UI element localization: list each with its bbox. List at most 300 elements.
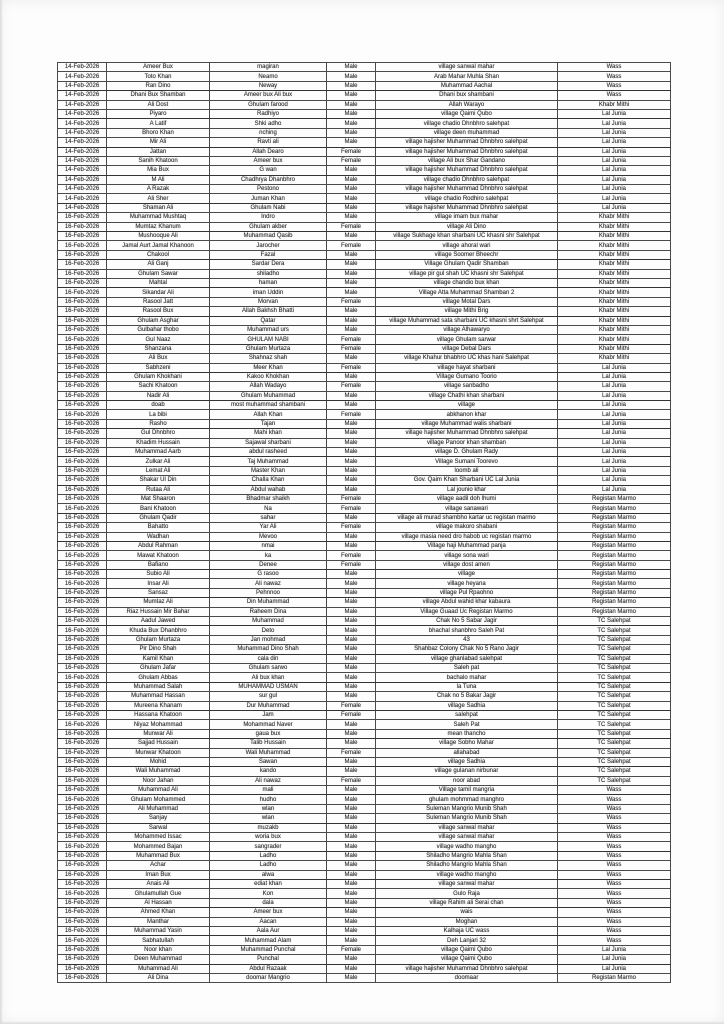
cell-father-name: Pehnnoo bbox=[210, 588, 327, 597]
table-row bbox=[58, 570, 671, 579]
cell-gender: Male bbox=[327, 250, 376, 259]
cell-father-name: hudho bbox=[210, 795, 327, 804]
cell-date: 16-Feb-2026 bbox=[58, 720, 107, 729]
cell-address: bachalo mahar bbox=[376, 673, 558, 682]
table-row bbox=[58, 138, 671, 147]
cell-name: M Ali bbox=[107, 175, 210, 184]
cell-region: Registan Marmo bbox=[558, 588, 671, 597]
cell-region: Khabr Mithi bbox=[558, 316, 671, 325]
cell-name: Sanih Khatoon bbox=[107, 156, 210, 165]
cell-address: village Mithi Brig bbox=[376, 307, 558, 316]
table-row bbox=[58, 889, 671, 898]
cell-father-name: Punchal bbox=[210, 955, 327, 964]
cell-name: Ali Sher bbox=[107, 194, 210, 203]
table-row bbox=[58, 363, 671, 372]
cell-name: Sansaz bbox=[107, 588, 210, 597]
cell-region: Lal Junia bbox=[558, 485, 671, 494]
cell-date: 16-Feb-2026 bbox=[58, 250, 107, 259]
table-row bbox=[58, 917, 671, 926]
cell-father-name: Jarocher bbox=[210, 241, 327, 250]
cell-address: village dost amen bbox=[376, 560, 558, 569]
cell-region: Registan Marmo bbox=[558, 607, 671, 616]
cell-father-name: mali bbox=[210, 786, 327, 795]
cell-region: TC Salehpat bbox=[558, 692, 671, 701]
table-row bbox=[58, 382, 671, 391]
table-row bbox=[58, 156, 671, 165]
cell-date: 16-Feb-2026 bbox=[58, 541, 107, 550]
cell-date: 16-Feb-2026 bbox=[58, 786, 107, 795]
cell-name: Bahatto bbox=[107, 523, 210, 532]
cell-name: Dhani Bux Shamban bbox=[107, 91, 210, 100]
cell-region: Lal Junia bbox=[558, 964, 671, 973]
cell-region: Lal Junia bbox=[558, 203, 671, 212]
table-row bbox=[58, 720, 671, 729]
cell-name: Pir Dino Shah bbox=[107, 645, 210, 654]
cell-father-name: alwa bbox=[210, 870, 327, 879]
cell-date: 16-Feb-2026 bbox=[58, 476, 107, 485]
cell-name: Niyaz Mohammad bbox=[107, 720, 210, 729]
cell-gender: Male bbox=[327, 973, 376, 982]
cell-region: TC Salehpat bbox=[558, 645, 671, 654]
cell-address: village wadho mangho bbox=[376, 842, 558, 851]
cell-father-name: iman Uddin bbox=[210, 288, 327, 297]
cell-address: Saleh pat bbox=[376, 664, 558, 673]
cell-father-name: Ghulam sarwo bbox=[210, 664, 327, 673]
cell-gender: Female bbox=[327, 560, 376, 569]
cell-address: village Muhammad sata sharbani UC khasni shrt Salehpat bbox=[376, 316, 558, 325]
cell-father-name: Kakoo Khokhan bbox=[210, 372, 327, 381]
cell-father-name: Allah Dearo bbox=[210, 147, 327, 156]
cell-name: Ali Dost bbox=[107, 100, 210, 109]
cell-name: Ghulam Mohammed bbox=[107, 795, 210, 804]
cell-name: Muhammad Hassan bbox=[107, 692, 210, 701]
cell-father-name: Jan mohmad bbox=[210, 635, 327, 644]
cell-father-name: Fazal bbox=[210, 250, 327, 259]
cell-region: Lal Junia bbox=[558, 945, 671, 954]
cell-date: 14-Feb-2026 bbox=[58, 63, 107, 72]
cell-gender: Male bbox=[327, 269, 376, 278]
cell-address: Moghan bbox=[376, 917, 558, 926]
cell-father-name: wlan bbox=[210, 804, 327, 813]
cell-region: Khabr Mithi bbox=[558, 354, 671, 363]
cell-address: village hajisher Muhammad Dhnbhro salehpat bbox=[376, 185, 558, 194]
cell-name: Ameer Bux bbox=[107, 63, 210, 72]
cell-date: 16-Feb-2026 bbox=[58, 757, 107, 766]
cell-gender: Male bbox=[327, 908, 376, 917]
table-row bbox=[58, 494, 671, 503]
cell-name: Mawat Khatoon bbox=[107, 551, 210, 560]
cell-gender: Male bbox=[327, 898, 376, 907]
cell-father-name: G wan bbox=[210, 166, 327, 175]
cell-gender: Male bbox=[327, 63, 376, 72]
cell-region: Lal Junia bbox=[558, 166, 671, 175]
cell-name: Jamal Aurt Jamal Khanoon bbox=[107, 241, 210, 250]
cell-region: Lal Junia bbox=[558, 156, 671, 165]
cell-address: Muhammad Aachal bbox=[376, 81, 558, 90]
cell-date: 16-Feb-2026 bbox=[58, 823, 107, 832]
table-row bbox=[58, 861, 671, 870]
cell-name: Sajjad Hussain bbox=[107, 739, 210, 748]
cell-father-name: nmai bbox=[210, 541, 327, 550]
cell-address: village Sadhia bbox=[376, 757, 558, 766]
table-row bbox=[58, 128, 671, 137]
cell-address: ghulam mohmmad manghro bbox=[376, 795, 558, 804]
cell-address: village Abdul wahid khar kabaura bbox=[376, 598, 558, 607]
cell-father-name: Ameer bux Ali bux bbox=[210, 91, 327, 100]
cell-father-name: Ghulam akber bbox=[210, 222, 327, 231]
table-row bbox=[58, 786, 671, 795]
cell-gender: Female bbox=[327, 410, 376, 419]
cell-gender: Male bbox=[327, 541, 376, 550]
cell-name: Gul Dhnbhro bbox=[107, 429, 210, 438]
cell-father-name: Raheem Dina bbox=[210, 607, 327, 616]
table-row bbox=[58, 119, 671, 128]
registration-log-table bbox=[57, 62, 671, 983]
cell-gender: Male bbox=[327, 936, 376, 945]
cell-father-name: Mevoo bbox=[210, 532, 327, 541]
cell-name: Ghulamullah Gue bbox=[107, 889, 210, 898]
table-row bbox=[58, 626, 671, 635]
cell-name: Gul Naaz bbox=[107, 335, 210, 344]
table-row bbox=[58, 823, 671, 832]
cell-region: Khabr Mithi bbox=[558, 278, 671, 287]
table-row bbox=[58, 523, 671, 532]
cell-father-name: Deto bbox=[210, 626, 327, 635]
cell-father-name: Din Muhammad bbox=[210, 598, 327, 607]
table-row bbox=[58, 476, 671, 485]
table-row bbox=[58, 335, 671, 344]
cell-gender: Female bbox=[327, 523, 376, 532]
cell-father-name: Jam bbox=[210, 710, 327, 719]
table-row bbox=[58, 203, 671, 212]
cell-gender: Female bbox=[327, 748, 376, 757]
table-row bbox=[58, 185, 671, 194]
cell-name: Wali Muhammad bbox=[107, 767, 210, 776]
cell-father-name: Neamo bbox=[210, 72, 327, 81]
cell-region: TC Salehpat bbox=[558, 729, 671, 738]
cell-name: Rutaa Ali bbox=[107, 485, 210, 494]
cell-father-name: Sajawal sharbani bbox=[210, 438, 327, 447]
cell-name: Rasool Bux bbox=[107, 307, 210, 316]
cell-region: TC Salehpat bbox=[558, 739, 671, 748]
cell-father-name: Shahnaz shah bbox=[210, 354, 327, 363]
cell-name: Mohammed Bajan bbox=[107, 842, 210, 851]
cell-name: Bhoro Khan bbox=[107, 128, 210, 137]
cell-region: TC Salehpat bbox=[558, 776, 671, 785]
cell-address: village sanwal mahar bbox=[376, 823, 558, 832]
cell-date: 16-Feb-2026 bbox=[58, 335, 107, 344]
cell-gender: Male bbox=[327, 833, 376, 842]
cell-gender: Male bbox=[327, 429, 376, 438]
cell-gender: Male bbox=[327, 645, 376, 654]
cell-gender: Male bbox=[327, 879, 376, 888]
cell-date: 16-Feb-2026 bbox=[58, 579, 107, 588]
cell-gender: Male bbox=[327, 109, 376, 118]
cell-father-name: most muhammad shambani bbox=[210, 401, 327, 410]
cell-date: 16-Feb-2026 bbox=[58, 532, 107, 541]
cell-address: Village haji Muhammad panja bbox=[376, 541, 558, 550]
cell-region: Registan Marmo bbox=[558, 551, 671, 560]
cell-address: village sona wari bbox=[376, 551, 558, 560]
cell-address: Chak no 5 Bakar Jagir bbox=[376, 692, 558, 701]
cell-region: Lal Junia bbox=[558, 419, 671, 428]
cell-address: Chak No 5 Sabar Jagir bbox=[376, 617, 558, 626]
table-row bbox=[58, 269, 671, 278]
table-row bbox=[58, 532, 671, 541]
table-row bbox=[58, 936, 671, 945]
cell-date: 14-Feb-2026 bbox=[58, 91, 107, 100]
cell-father-name: Tajan bbox=[210, 419, 327, 428]
cell-father-name: Yar Ali bbox=[210, 523, 327, 532]
cell-gender: Male bbox=[327, 354, 376, 363]
cell-date: 16-Feb-2026 bbox=[58, 466, 107, 475]
cell-gender: Male bbox=[327, 786, 376, 795]
cell-address: mean thancho bbox=[376, 729, 558, 738]
cell-gender: Male bbox=[327, 485, 376, 494]
cell-region: Lal Junia bbox=[558, 448, 671, 457]
cell-name: Rasool Jatt bbox=[107, 297, 210, 306]
cell-address: village ghanlabad salehpat bbox=[376, 654, 558, 663]
cell-gender: Female bbox=[327, 776, 376, 785]
cell-region: Wass bbox=[558, 936, 671, 945]
cell-date: 14-Feb-2026 bbox=[58, 156, 107, 165]
cell-address: village chadio Dhnbhro salehpat bbox=[376, 175, 558, 184]
cell-date: 16-Feb-2026 bbox=[58, 429, 107, 438]
cell-father-name: muzakb bbox=[210, 823, 327, 832]
cell-region: TC Salehpat bbox=[558, 720, 671, 729]
cell-father-name: wlan bbox=[210, 814, 327, 823]
cell-address: village heyana bbox=[376, 579, 558, 588]
table-row bbox=[58, 250, 671, 259]
cell-father-name: Kon bbox=[210, 889, 327, 898]
cell-name: Lemat Ali bbox=[107, 466, 210, 475]
cell-gender: Male bbox=[327, 457, 376, 466]
cell-date: 16-Feb-2026 bbox=[58, 729, 107, 738]
cell-date: 16-Feb-2026 bbox=[58, 410, 107, 419]
cell-address: village Ali Dino bbox=[376, 222, 558, 231]
table-row bbox=[58, 879, 671, 888]
cell-name: Sanjay bbox=[107, 814, 210, 823]
cell-gender: Male bbox=[327, 626, 376, 635]
cell-gender: Male bbox=[327, 814, 376, 823]
cell-region: TC Salehpat bbox=[558, 757, 671, 766]
table-row bbox=[58, 757, 671, 766]
cell-name: Sikandar Ali bbox=[107, 288, 210, 297]
cell-father-name: G rasoo bbox=[210, 570, 327, 579]
cell-gender: Male bbox=[327, 889, 376, 898]
cell-address: wais bbox=[376, 908, 558, 917]
cell-region: Lal Junia bbox=[558, 147, 671, 156]
table-row bbox=[58, 213, 671, 222]
cell-address: village Debal Dars bbox=[376, 344, 558, 353]
cell-gender: Male bbox=[327, 654, 376, 663]
cell-address: village Qaimi Qubo bbox=[376, 109, 558, 118]
cell-date: 16-Feb-2026 bbox=[58, 213, 107, 222]
cell-gender: Female bbox=[327, 382, 376, 391]
cell-name: Anais Ali bbox=[107, 879, 210, 888]
cell-father-name: Dur Muhammad bbox=[210, 701, 327, 710]
cell-gender: Male bbox=[327, 325, 376, 334]
cell-date: 16-Feb-2026 bbox=[58, 325, 107, 334]
cell-name: Mir Ali bbox=[107, 138, 210, 147]
cell-date: 16-Feb-2026 bbox=[58, 278, 107, 287]
cell-region: TC Salehpat bbox=[558, 617, 671, 626]
cell-name: Munwar Khatoon bbox=[107, 748, 210, 757]
cell-father-name: Ameer bux bbox=[210, 908, 327, 917]
table-row bbox=[58, 748, 671, 757]
cell-name: Khadim Hussain bbox=[107, 438, 210, 447]
cell-date: 16-Feb-2026 bbox=[58, 419, 107, 428]
cell-father-name: Wali Muhammad bbox=[210, 748, 327, 757]
cell-father-name: Aacan bbox=[210, 917, 327, 926]
cell-region: Wass bbox=[558, 908, 671, 917]
cell-father-name: doomar Mangrio bbox=[210, 973, 327, 982]
cell-name: Ali Muhammad bbox=[107, 804, 210, 813]
cell-name: Muhammad Aarb bbox=[107, 448, 210, 457]
cell-region: Lal Junia bbox=[558, 438, 671, 447]
cell-date: 16-Feb-2026 bbox=[58, 560, 107, 569]
cell-address: village Ghulam sarwar bbox=[376, 335, 558, 344]
cell-address: village aadil doh lhumi bbox=[376, 494, 558, 503]
cell-name: Shaman Ali bbox=[107, 203, 210, 212]
cell-address: village hajisher Muhammad Dhnbhro salehpat bbox=[376, 964, 558, 973]
cell-address: village deen muhammad bbox=[376, 128, 558, 137]
cell-name: Sarwal bbox=[107, 823, 210, 832]
cell-region: Wass bbox=[558, 804, 671, 813]
cell-region: TC Salehpat bbox=[558, 710, 671, 719]
cell-father-name: Ali bux khan bbox=[210, 673, 327, 682]
cell-father-name: Mahi khan bbox=[210, 429, 327, 438]
cell-address: village sanwal mahar bbox=[376, 63, 558, 72]
cell-gender: Male bbox=[327, 91, 376, 100]
cell-address: village chandio bux khan bbox=[376, 278, 558, 287]
cell-date: 16-Feb-2026 bbox=[58, 635, 107, 644]
cell-father-name: Meer Khan bbox=[210, 363, 327, 372]
cell-address: la Tuna bbox=[376, 682, 558, 691]
cell-gender: Male bbox=[327, 419, 376, 428]
cell-name: Riaz Hussain Mir Bahar bbox=[107, 607, 210, 616]
cell-region: Wass bbox=[558, 81, 671, 90]
cell-gender: Male bbox=[327, 448, 376, 457]
cell-address: village Soomer Bheechr bbox=[376, 250, 558, 259]
cell-name: Mia Bux bbox=[107, 166, 210, 175]
cell-gender: Male bbox=[327, 579, 376, 588]
cell-region: Wass bbox=[558, 833, 671, 842]
cell-region: TC Salehpat bbox=[558, 626, 671, 635]
table-row bbox=[58, 513, 671, 522]
cell-gender: Female bbox=[327, 156, 376, 165]
cell-date: 16-Feb-2026 bbox=[58, 316, 107, 325]
cell-date: 16-Feb-2026 bbox=[58, 692, 107, 701]
cell-father-name: Juman Khan bbox=[210, 194, 327, 203]
cell-address: Village Gumano Toorio bbox=[376, 372, 558, 381]
cell-name: Bafiano bbox=[107, 560, 210, 569]
cell-name: Al Hassan bbox=[107, 898, 210, 907]
cell-father-name: Ghulam Muhammad bbox=[210, 391, 327, 400]
cell-address: village Sukhage khan sharbani UC khasni shr Salehpat bbox=[376, 232, 558, 241]
cell-region: Khabr Mithi bbox=[558, 100, 671, 109]
cell-gender: Male bbox=[327, 194, 376, 203]
cell-address: village Motal Dars bbox=[376, 297, 558, 306]
cell-father-name: magiran bbox=[210, 63, 327, 72]
cell-father-name: Indro bbox=[210, 213, 327, 222]
table-row bbox=[58, 81, 671, 90]
cell-name: Shanzana bbox=[107, 344, 210, 353]
cell-name: Ali Ganj bbox=[107, 260, 210, 269]
cell-gender: Female bbox=[327, 147, 376, 156]
cell-gender: Male bbox=[327, 720, 376, 729]
cell-gender: Male bbox=[327, 682, 376, 691]
cell-gender: Male bbox=[327, 823, 376, 832]
cell-address: Shiladho Mangrio Mahla Shan bbox=[376, 851, 558, 860]
cell-name: Ghulam Jafar bbox=[107, 664, 210, 673]
table-row bbox=[58, 466, 671, 475]
cell-name: Kamil Khan bbox=[107, 654, 210, 663]
cell-father-name: Challa Khan bbox=[210, 476, 327, 485]
cell-address: Saleh Pat bbox=[376, 720, 558, 729]
cell-region: Wass bbox=[558, 814, 671, 823]
cell-date: 16-Feb-2026 bbox=[58, 269, 107, 278]
table-row bbox=[58, 91, 671, 100]
cell-date: 16-Feb-2026 bbox=[58, 654, 107, 663]
table-row bbox=[58, 729, 671, 738]
cell-name: Manthar bbox=[107, 917, 210, 926]
cell-gender: Male bbox=[327, 185, 376, 194]
cell-gender: Female bbox=[327, 335, 376, 344]
cell-date: 16-Feb-2026 bbox=[58, 570, 107, 579]
cell-name: Mohid bbox=[107, 757, 210, 766]
scan-edge-left bbox=[0, 0, 3, 1024]
cell-address: village imam bux mahar bbox=[376, 213, 558, 222]
cell-gender: Male bbox=[327, 692, 376, 701]
cell-date: 16-Feb-2026 bbox=[58, 945, 107, 954]
cell-region: Registan Marmo bbox=[558, 523, 671, 532]
cell-region: Wass bbox=[558, 870, 671, 879]
cell-gender: Female bbox=[327, 344, 376, 353]
table-row bbox=[58, 166, 671, 175]
cell-region: Lal Junia bbox=[558, 410, 671, 419]
cell-name: Mohammed Issac bbox=[107, 833, 210, 842]
cell-date: 16-Feb-2026 bbox=[58, 626, 107, 635]
table-row bbox=[58, 401, 671, 410]
cell-gender: Male bbox=[327, 570, 376, 579]
cell-gender: Female bbox=[327, 222, 376, 231]
cell-region: Wass bbox=[558, 63, 671, 72]
cell-father-name: abdul rasheed bbox=[210, 448, 327, 457]
cell-name: Nadir Ali bbox=[107, 391, 210, 400]
cell-address: Deh Lanjari 32 bbox=[376, 936, 558, 945]
cell-gender: Male bbox=[327, 964, 376, 973]
cell-date: 16-Feb-2026 bbox=[58, 494, 107, 503]
cell-region: Wass bbox=[558, 72, 671, 81]
cell-address: village bbox=[376, 570, 558, 579]
cell-gender: Male bbox=[327, 438, 376, 447]
table-row bbox=[58, 232, 671, 241]
cell-region: TC Salehpat bbox=[558, 673, 671, 682]
cell-name: Sabhzeni bbox=[107, 363, 210, 372]
cell-date: 16-Feb-2026 bbox=[58, 955, 107, 964]
cell-date: 14-Feb-2026 bbox=[58, 166, 107, 175]
cell-name: Ahmed Khan bbox=[107, 908, 210, 917]
cell-region: Wass bbox=[558, 889, 671, 898]
cell-father-name: woria bux bbox=[210, 833, 327, 842]
cell-address: doomaar bbox=[376, 973, 558, 982]
cell-name: Piyaro bbox=[107, 109, 210, 118]
cell-date: 14-Feb-2026 bbox=[58, 175, 107, 184]
cell-name: Deen Muhammad bbox=[107, 955, 210, 964]
cell-address: Suleman Mangrio Munib Shah bbox=[376, 804, 558, 813]
cell-address: bhachal shanbhro Saleh Pat bbox=[376, 626, 558, 635]
